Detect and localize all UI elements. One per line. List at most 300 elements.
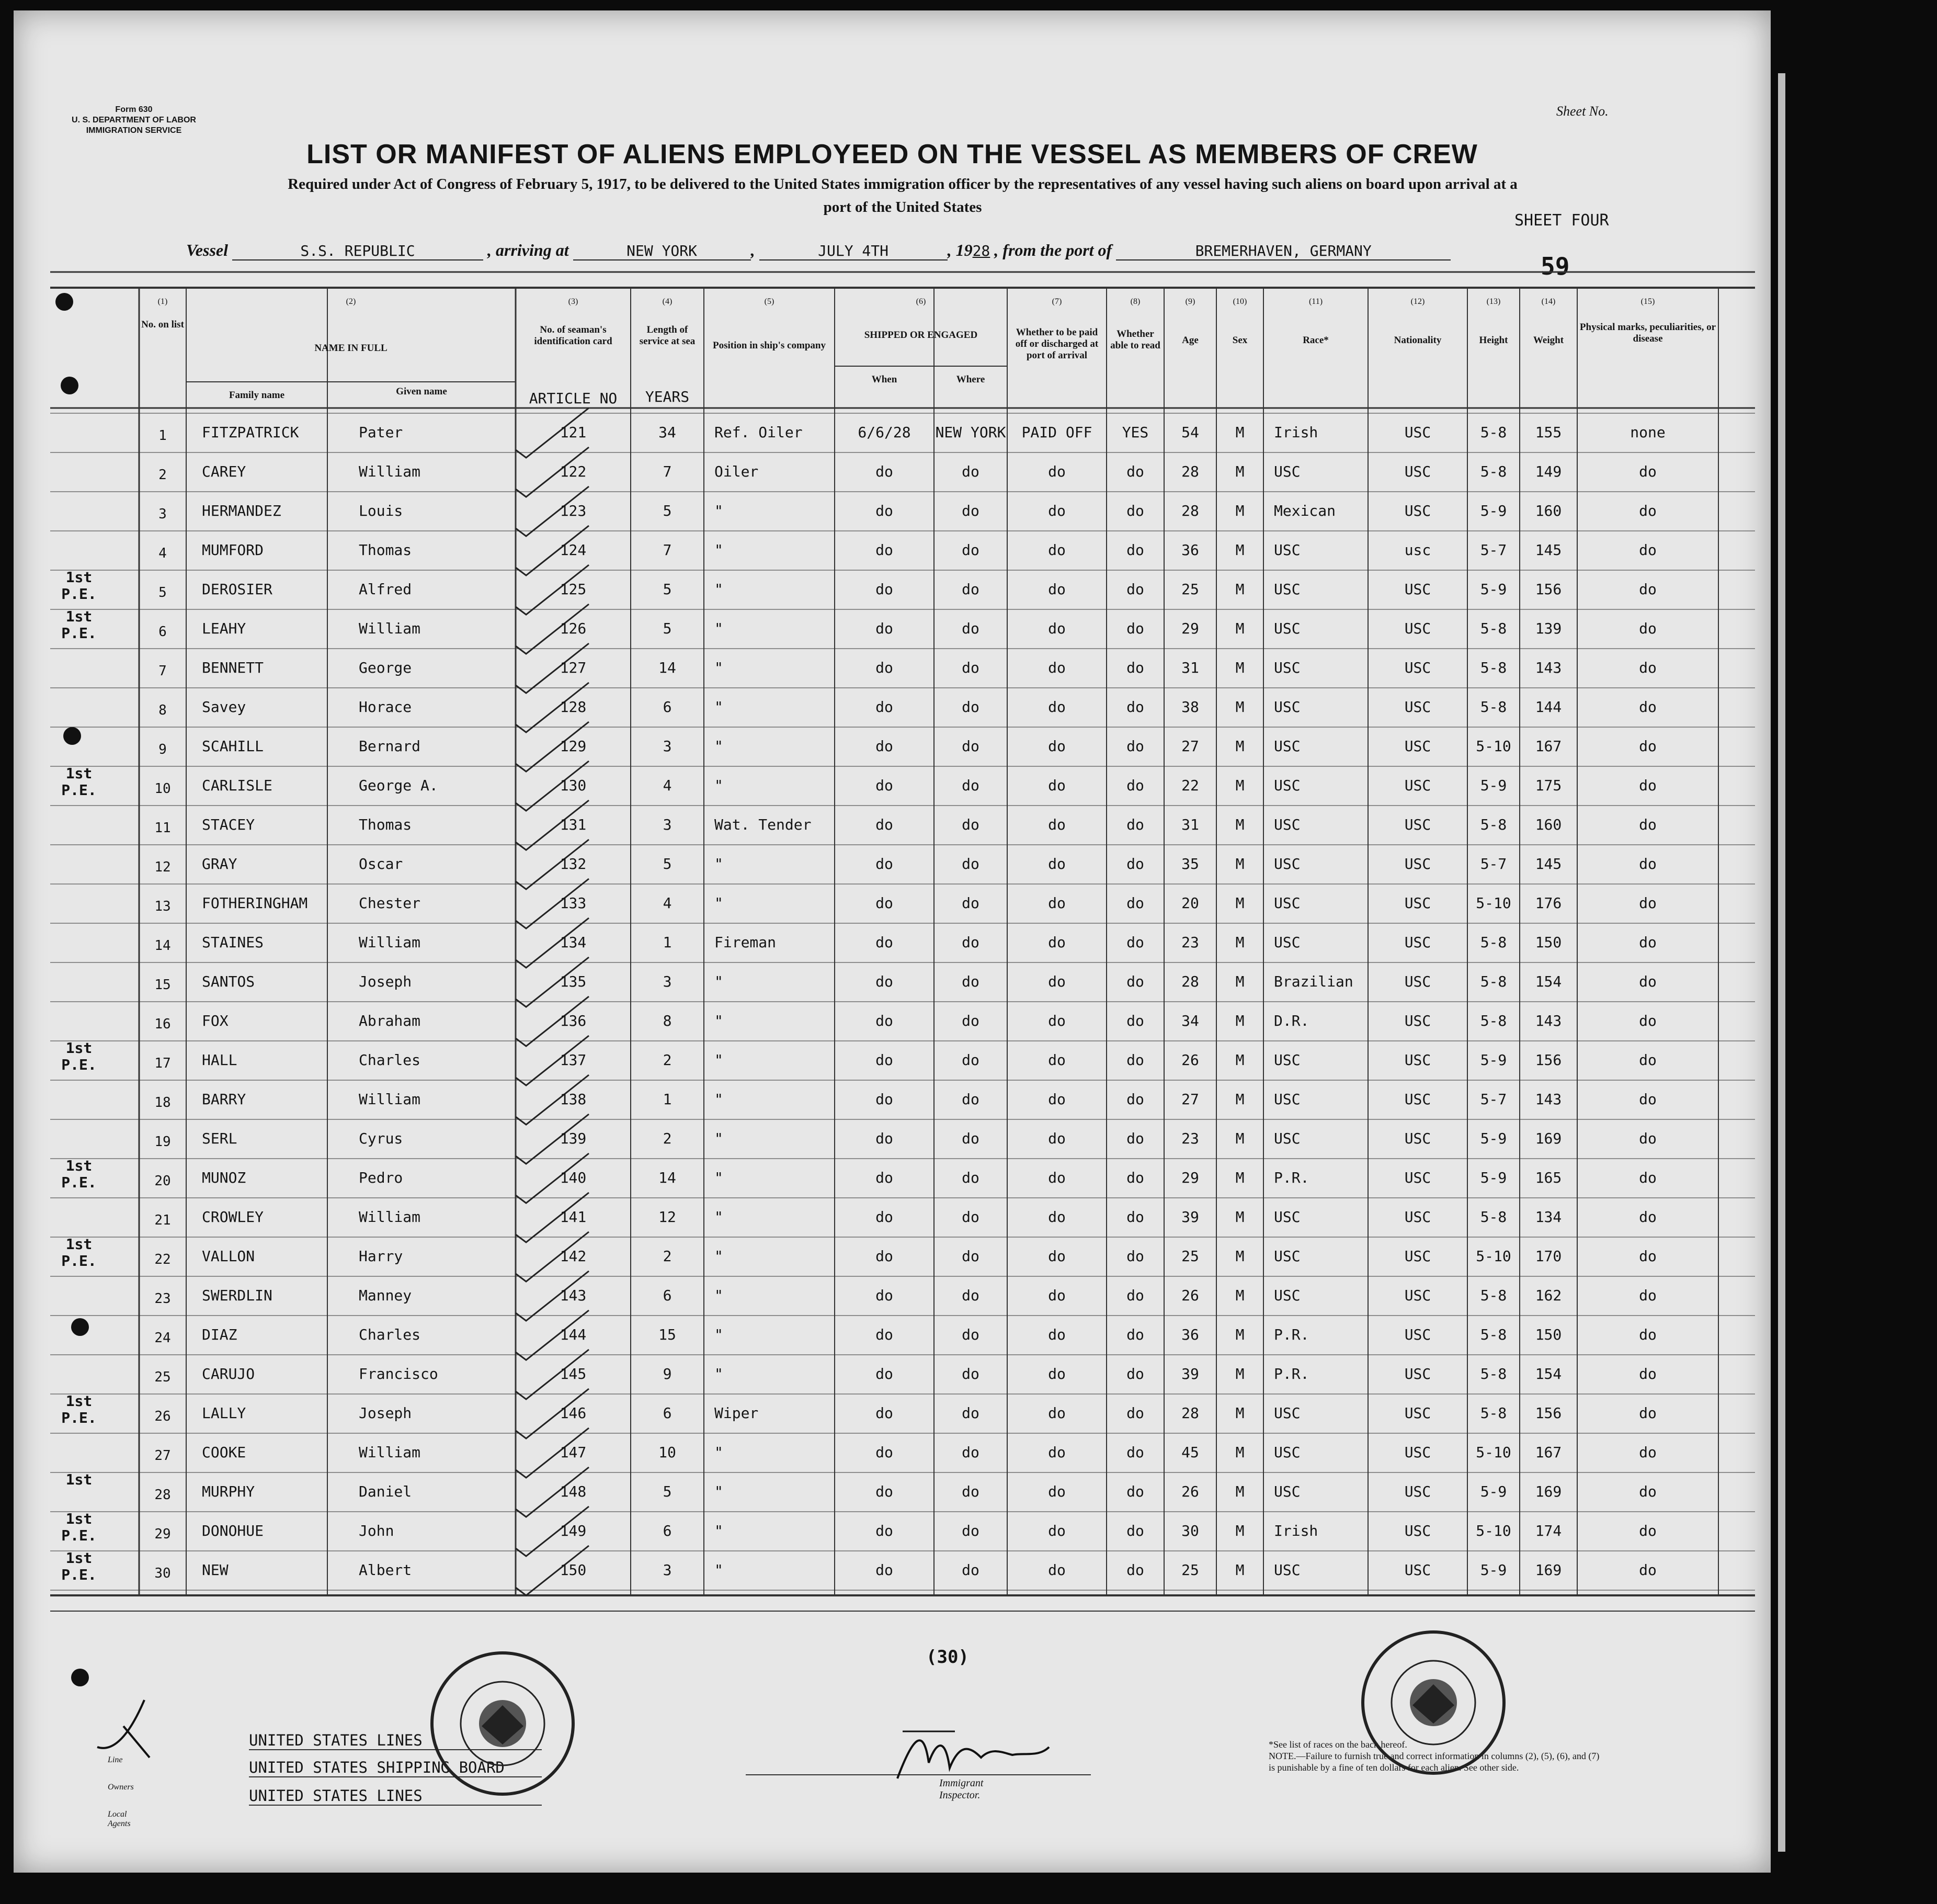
cell-years: 6 — [663, 1287, 672, 1304]
cell-read: do — [1126, 620, 1144, 637]
cell-height: 5-7 — [1480, 541, 1507, 559]
cell-height: 5-10 — [1476, 738, 1511, 755]
cell-nat: USC — [1404, 816, 1431, 833]
consulate-seal-left — [427, 1648, 578, 1799]
subtitle-line-2: port of the United States — [823, 199, 982, 216]
cell-marks: do — [1639, 934, 1657, 951]
cell-paid: do — [1048, 1483, 1066, 1500]
cell-where: do — [962, 816, 979, 833]
row-number: 10 — [154, 781, 171, 797]
cell-read: do — [1126, 1326, 1144, 1343]
cell-height: 5-10 — [1476, 894, 1511, 912]
cell-family: CAREY — [202, 463, 246, 480]
row-number: 3 — [158, 506, 167, 522]
cell-card: 150 — [560, 1561, 587, 1579]
cell-marks: do — [1639, 816, 1657, 833]
row-number: 30 — [154, 1566, 171, 1581]
cell-given: Thomas — [359, 816, 412, 833]
cell-family: DEROSIER — [202, 581, 272, 598]
cell-when: do — [875, 1483, 893, 1500]
cell-height: 5-10 — [1476, 1522, 1511, 1539]
punch-hole — [71, 1318, 89, 1336]
cell-weight: 169 — [1535, 1483, 1562, 1500]
cell-card: 131 — [560, 816, 587, 833]
cell-read: do — [1126, 1365, 1144, 1382]
cell-race: Brazilian — [1274, 973, 1353, 990]
cell-race: USC — [1274, 777, 1301, 794]
cell-where: do — [962, 1561, 979, 1579]
row-number: 2 — [158, 467, 167, 483]
cell-paid: do — [1048, 502, 1066, 519]
cell-marks: do — [1639, 1404, 1657, 1422]
cell-height: 5-10 — [1476, 1444, 1511, 1461]
cell-card: 129 — [560, 738, 587, 755]
cell-where: NEW YORK — [935, 424, 1006, 441]
cell-height: 5-8 — [1480, 1404, 1507, 1422]
cell-position: " — [714, 894, 723, 912]
cell-marks: do — [1639, 1326, 1657, 1343]
cell-family: FOTHERINGHAM — [202, 894, 308, 912]
row-number: 15 — [154, 977, 171, 993]
cell-card: 124 — [560, 541, 587, 559]
cell-where: do — [962, 1169, 979, 1186]
sheet-number: 59 — [1541, 252, 1570, 280]
header-c8-num: (8) — [1130, 297, 1141, 306]
cell-years: 14 — [658, 1169, 676, 1186]
row-number: 16 — [154, 1016, 171, 1032]
cell-race: P.R. — [1274, 1365, 1309, 1382]
header-c11-label: Race* — [1303, 335, 1329, 346]
cell-card: 134 — [560, 934, 587, 951]
cell-read: YES — [1122, 424, 1149, 441]
header-c13-label: Height — [1479, 335, 1508, 346]
pe-annotation: 1st — [65, 1471, 93, 1488]
cell-height: 5-8 — [1480, 424, 1507, 441]
cell-nat: USC — [1404, 424, 1431, 441]
cell-card: 125 — [560, 581, 587, 598]
cell-race: USC — [1274, 894, 1301, 912]
cell-read: do — [1126, 1051, 1144, 1069]
note-fine: is punishable by a fine of ten dollars for each alien. See other side. — [1269, 1762, 1519, 1773]
inspector-signature — [892, 1716, 1059, 1789]
cell-weight: 174 — [1535, 1522, 1562, 1539]
cell-marks: do — [1639, 1208, 1657, 1226]
cell-paid: do — [1048, 1051, 1066, 1069]
cell-position: " — [714, 541, 723, 559]
pe-annotation: 1st P.E. — [61, 1157, 97, 1191]
vessel-value: S.S. REPUBLIC — [232, 242, 483, 260]
cell-race: D.R. — [1274, 1012, 1309, 1029]
cell-where: do — [962, 894, 979, 912]
cell-where: do — [962, 1522, 979, 1539]
cell-read: do — [1126, 1169, 1144, 1186]
cell-weight: 149 — [1535, 463, 1562, 480]
cell-paid: do — [1048, 816, 1066, 833]
header-when: When — [871, 374, 897, 385]
cell-nat: USC — [1404, 1248, 1431, 1265]
cell-age: 54 — [1181, 424, 1199, 441]
row-number: 7 — [158, 663, 167, 679]
cell-years: 6 — [663, 698, 672, 716]
cell-height: 5-8 — [1480, 1208, 1507, 1226]
cell-weight: 176 — [1535, 894, 1562, 912]
cell-paid: do — [1048, 1208, 1066, 1226]
cell-paid: do — [1048, 934, 1066, 951]
cell-when: do — [875, 816, 893, 833]
cell-weight: 144 — [1535, 698, 1562, 716]
cell-card: 136 — [560, 1012, 587, 1029]
arriving-value: NEW YORK — [573, 242, 751, 260]
cell-race: USC — [1274, 1051, 1301, 1069]
cell-weight: 154 — [1535, 973, 1562, 990]
cell-race: USC — [1274, 581, 1301, 598]
cell-paid: do — [1048, 1287, 1066, 1304]
cell-age: 25 — [1181, 1561, 1199, 1579]
cell-read: do — [1126, 1522, 1144, 1539]
inspector-label: Immigrant Inspector. — [939, 1777, 984, 1801]
cell-card: 128 — [560, 698, 587, 716]
cell-position: " — [714, 738, 723, 755]
cell-age: 39 — [1181, 1208, 1199, 1226]
cell-weight: 139 — [1535, 620, 1562, 637]
cell-age: 36 — [1181, 541, 1199, 559]
cell-given: Abraham — [359, 1012, 421, 1029]
cell-when: do — [875, 1130, 893, 1147]
cell-paid: do — [1048, 1404, 1066, 1422]
cell-when: do — [875, 973, 893, 990]
cell-weight: 156 — [1535, 581, 1562, 598]
row-number: 23 — [154, 1291, 171, 1307]
cell-years: 4 — [663, 894, 672, 912]
cell-age: 26 — [1181, 1287, 1199, 1304]
cell-family: BENNETT — [202, 659, 264, 676]
cell-when: do — [875, 934, 893, 951]
cell-position: " — [714, 1287, 723, 1304]
cell-weight: 160 — [1535, 502, 1562, 519]
cell-marks: do — [1639, 973, 1657, 990]
cell-years: 5 — [663, 1483, 672, 1500]
cell-weight: 175 — [1535, 777, 1562, 794]
cell-years: 3 — [663, 1561, 672, 1579]
cell-family: CARLISLE — [202, 777, 272, 794]
cell-sex: M — [1235, 1130, 1245, 1147]
cell-race: USC — [1274, 1248, 1301, 1265]
cell-given: Chester — [359, 894, 421, 912]
cell-card: 123 — [560, 502, 587, 519]
cell-race: USC — [1274, 541, 1301, 559]
header-c6-num: (6) — [916, 297, 926, 306]
cell-sex: M — [1235, 581, 1245, 598]
cell-height: 5-8 — [1480, 1287, 1507, 1304]
cell-paid: do — [1048, 777, 1066, 794]
cell-read: do — [1126, 1561, 1144, 1579]
cell-card: 147 — [560, 1444, 587, 1461]
cell-when: do — [875, 738, 893, 755]
cell-marks: do — [1639, 1091, 1657, 1108]
cell-years: 10 — [658, 1444, 676, 1461]
cell-sex: M — [1235, 1404, 1245, 1422]
cell-height: 5-8 — [1480, 659, 1507, 676]
cell-card: 144 — [560, 1326, 587, 1343]
row-number: 9 — [158, 742, 167, 757]
row-number: 11 — [154, 820, 171, 836]
header-c3-num: (3) — [568, 297, 578, 306]
cell-weight: 167 — [1535, 738, 1562, 755]
cell-given: Alfred — [359, 581, 412, 598]
cell-age: 20 — [1181, 894, 1199, 912]
cell-marks: do — [1639, 1169, 1657, 1186]
cell-age: 34 — [1181, 1012, 1199, 1029]
cell-where: do — [962, 541, 979, 559]
cell-given: Daniel — [359, 1483, 412, 1500]
cell-read: do — [1126, 502, 1144, 519]
row-number: 14 — [154, 938, 171, 954]
cell-card: 126 — [560, 620, 587, 637]
sheet-no-label: Sheet No. — [1556, 104, 1609, 119]
cell-years: 2 — [663, 1248, 672, 1265]
cell-card: 122 — [560, 463, 587, 480]
cell-sex: M — [1235, 855, 1245, 872]
header-c12-num: (12) — [1410, 297, 1425, 306]
cell-nat: USC — [1404, 1326, 1431, 1343]
year-value: 28 — [972, 242, 990, 259]
cell-years: 2 — [663, 1130, 672, 1147]
cell-given: Joseph — [359, 1404, 412, 1422]
cell-age: 28 — [1181, 502, 1199, 519]
cell-sex: M — [1235, 1012, 1245, 1029]
cell-family: MURPHY — [202, 1483, 255, 1500]
cell-nat: USC — [1404, 1051, 1431, 1069]
line-label: Line — [108, 1755, 123, 1764]
cell-paid: do — [1048, 1561, 1066, 1579]
cell-when: do — [875, 894, 893, 912]
cell-nat: USC — [1404, 581, 1431, 598]
cell-read: do — [1126, 1483, 1144, 1500]
cell-age: 30 — [1181, 1522, 1199, 1539]
header-c8-label: Whether able to read — [1110, 328, 1160, 351]
cell-marks: do — [1639, 541, 1657, 559]
cell-read: do — [1126, 973, 1144, 990]
page-edge — [1778, 73, 1785, 1852]
cell-family: SERL — [202, 1130, 237, 1147]
cell-years: 4 — [663, 777, 672, 794]
cell-nat: USC — [1404, 1522, 1431, 1539]
pe-annotation: 1st P.E. — [61, 765, 97, 799]
pe-annotation: 1st P.E. — [61, 608, 97, 642]
cell-marks: do — [1639, 1444, 1657, 1461]
row-number: 28 — [154, 1487, 171, 1503]
cell-sex: M — [1235, 1326, 1245, 1343]
cell-years: 1 — [663, 934, 672, 951]
cell-weight: 169 — [1535, 1130, 1562, 1147]
header-article-no: ARTICLE NO — [529, 390, 618, 407]
cell-position: " — [714, 1248, 723, 1265]
row-number: 12 — [154, 859, 171, 875]
cell-nat: usc — [1404, 541, 1431, 559]
row-number: 24 — [154, 1330, 171, 1346]
count-mark: (30) — [926, 1647, 969, 1668]
header-c14-label: Weight — [1533, 335, 1564, 346]
pe-annotation: 1st P.E. — [61, 1039, 97, 1073]
cell-years: 9 — [663, 1365, 672, 1382]
row-number: 1 — [158, 428, 167, 444]
cell-where: do — [962, 1091, 979, 1108]
cell-paid: do — [1048, 698, 1066, 716]
cell-sex: M — [1235, 777, 1245, 794]
cell-weight: 156 — [1535, 1051, 1562, 1069]
row-number: 22 — [154, 1252, 171, 1267]
cell-where: do — [962, 934, 979, 951]
cell-paid: do — [1048, 1444, 1066, 1461]
cell-sex: M — [1235, 1091, 1245, 1108]
header-where: Where — [956, 374, 985, 385]
cell-given: Cyrus — [359, 1130, 403, 1147]
cell-race: USC — [1274, 738, 1301, 755]
cell-sex: M — [1235, 1248, 1245, 1265]
cell-race: USC — [1274, 816, 1301, 833]
cell-position: " — [714, 1522, 723, 1539]
cell-position: " — [714, 659, 723, 676]
cell-paid: do — [1048, 1012, 1066, 1029]
cell-card: 140 — [560, 1169, 587, 1186]
cell-read: do — [1126, 1287, 1144, 1304]
cell-when: do — [875, 1404, 893, 1422]
punch-hole — [63, 727, 81, 745]
form-id: Form 630 U. S. DEPARTMENT OF LABOR IMMIGRATION SERVICE — [72, 105, 196, 135]
cell-age: 36 — [1181, 1326, 1199, 1343]
cell-read: do — [1126, 1404, 1144, 1422]
note-failure: NOTE.—Failure to furnish true and correct information in columns (2), (5), (6), and (7) — [1269, 1751, 1600, 1761]
cell-position: " — [714, 855, 723, 872]
cell-when: do — [875, 1012, 893, 1029]
cell-marks: do — [1639, 1051, 1657, 1069]
vessel-label: Vessel — [186, 241, 228, 259]
cell-nat: USC — [1404, 659, 1431, 676]
header-c12-label: Nationality — [1394, 335, 1442, 346]
cell-nat: USC — [1404, 502, 1431, 519]
cell-weight: 162 — [1535, 1287, 1562, 1304]
cell-years: 12 — [658, 1208, 676, 1226]
cell-height: 5-8 — [1480, 1012, 1507, 1029]
cell-weight: 167 — [1535, 1444, 1562, 1461]
cell-sex: M — [1235, 1561, 1245, 1579]
cell-height: 5-9 — [1480, 502, 1507, 519]
cell-marks: do — [1639, 1130, 1657, 1147]
cell-given: William — [359, 1091, 421, 1108]
cell-nat: USC — [1404, 777, 1431, 794]
cell-card: 149 — [560, 1522, 587, 1539]
cell-nat: USC — [1404, 698, 1431, 716]
cell-when: do — [875, 1051, 893, 1069]
cell-position: " — [714, 620, 723, 637]
cell-position: " — [714, 1091, 723, 1108]
cell-when: do — [875, 1444, 893, 1461]
cell-where: do — [962, 1248, 979, 1265]
pe-annotation: 1st P.E. — [61, 1236, 97, 1270]
row-number: 27 — [154, 1448, 171, 1464]
cell-when: do — [875, 1326, 893, 1343]
cell-position: " — [714, 777, 723, 794]
cell-weight: 169 — [1535, 1561, 1562, 1579]
cell-read: do — [1126, 816, 1144, 833]
cell-read: do — [1126, 738, 1144, 755]
cell-given: George A. — [359, 777, 438, 794]
cell-race: USC — [1274, 1483, 1301, 1500]
cell-race: USC — [1274, 1561, 1301, 1579]
cell-family: GRAY — [202, 855, 237, 872]
cell-family: STAINES — [202, 934, 264, 951]
cell-marks: do — [1639, 1287, 1657, 1304]
cell-nat: USC — [1404, 463, 1431, 480]
cell-height: 5-9 — [1480, 1561, 1507, 1579]
cell-read: do — [1126, 659, 1144, 676]
cell-given: Joseph — [359, 973, 412, 990]
cell-card: 135 — [560, 973, 587, 990]
cell-where: do — [962, 698, 979, 716]
cell-paid: do — [1048, 1169, 1066, 1186]
cell-where: do — [962, 855, 979, 872]
cell-when: do — [875, 463, 893, 480]
cell-height: 5-8 — [1480, 1365, 1507, 1382]
header-c4-num: (4) — [662, 297, 673, 306]
cell-sex: M — [1235, 698, 1245, 716]
cell-weight: 134 — [1535, 1208, 1562, 1226]
cell-read: do — [1126, 463, 1144, 480]
cell-sex: M — [1235, 816, 1245, 833]
row-number: 6 — [158, 624, 167, 640]
header-c6-label: SHIPPED OR ENGAGED — [864, 330, 978, 341]
cell-race: P.R. — [1274, 1326, 1309, 1343]
cell-marks: do — [1639, 738, 1657, 755]
cell-family: HERMANDEZ — [202, 502, 281, 519]
header-c9-label: Age — [1182, 335, 1199, 346]
cell-when: do — [875, 1287, 893, 1304]
cell-age: 22 — [1181, 777, 1199, 794]
cell-family: CARUJO — [202, 1365, 255, 1382]
cell-nat: USC — [1404, 1208, 1431, 1226]
cell-nat: USC — [1404, 620, 1431, 637]
cell-card: 127 — [560, 659, 587, 676]
cell-where: do — [962, 973, 979, 990]
cell-family: SWERDLIN — [202, 1287, 272, 1304]
cell-position: Oiler — [714, 463, 759, 480]
row-number: 19 — [154, 1134, 171, 1150]
cell-marks: do — [1639, 502, 1657, 519]
cell-family: FOX — [202, 1012, 229, 1029]
cell-read: do — [1126, 855, 1144, 872]
cell-given: George — [359, 659, 412, 676]
cell-nat: USC — [1404, 973, 1431, 990]
cell-race: USC — [1274, 1404, 1301, 1422]
owners-value: UNITED STATES SHIPPING BOARD — [249, 1759, 542, 1777]
cell-years: 6 — [663, 1404, 672, 1422]
cell-position: " — [714, 1130, 723, 1147]
cell-marks: do — [1639, 1561, 1657, 1579]
cell-when: do — [875, 1522, 893, 1539]
header-c2-label: NAME IN FULL — [314, 343, 388, 354]
cell-paid: do — [1048, 1522, 1066, 1539]
cell-family: BARRY — [202, 1091, 246, 1108]
cell-given: Charles — [359, 1326, 421, 1343]
port-value: BREMERHAVEN, GERMANY — [1116, 242, 1451, 260]
cell-position: " — [714, 1326, 723, 1343]
cell-position: " — [714, 1169, 723, 1186]
cell-family: FITZPATRICK — [202, 424, 299, 441]
page-title: LIST OR MANIFEST OF ALIENS EMPLOYEED ON THE VESSEL AS MEMBERS OF CREW — [306, 139, 1478, 169]
cell-years: 3 — [663, 973, 672, 990]
cell-card: 133 — [560, 894, 587, 912]
cell-given: Pedro — [359, 1169, 403, 1186]
